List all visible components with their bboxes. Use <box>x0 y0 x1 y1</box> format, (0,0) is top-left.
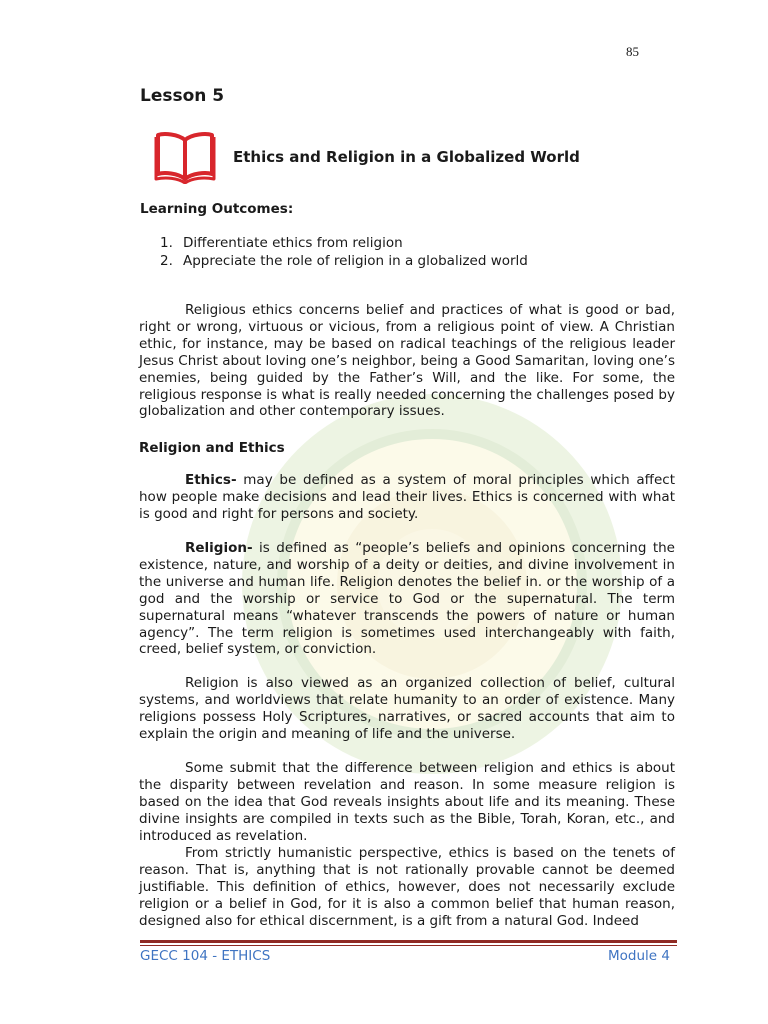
learning-outcomes-label: Learning Outcomes: <box>140 201 294 217</box>
revelation-paragraph: Some submit that the difference between religion and ethics is about the disparity between revelation and reason. In some measure religion is based on the idea that God reveals insights about life and its meaning. These divine insights are compiled in texts such as the Bible, Torah, Koran, etc., and introduced as revelation. <box>139 760 675 844</box>
intro-paragraph: Religious ethics concerns belief and practices of what is good or bad, right or wrong, virtuous or vicious, from a religious point of view. A Christian ethic, for instance, may be based on radical teachings of the religious leader Jesus Christ about loving one’s neighbor, being a Good Samaritan, loving one’s enemies, being guided by the Father’s Will, and the like. For some, the religious response is what is really needed concerning the challenges posed by globalization and other contemporary issues. <box>139 302 675 420</box>
section-title: Ethics and Religion in a Globalized World <box>233 148 580 166</box>
religion-definition <box>139 540 675 658</box>
religion-term: Religion- <box>185 540 253 556</box>
footer-course: GECC 104 - ETHICS <box>140 948 271 964</box>
open-book-icon <box>154 130 216 184</box>
lesson-title: Lesson 5 <box>140 86 225 106</box>
ethics-definition-text: may be defined as a system of moral principles which affect how people make decisions and lead their lives. Ethics is concerned with what is good and right for persons and society. <box>139 472 675 522</box>
religion-definition-text: is defined as “people’s beliefs and opinions concerning the existence, nature, and worship of a deity or deities, and divine involvement in the universe and human life. Religion denotes the belief in. or the worship of a god and the worship or service to God or the supernatural. The term supernatural means “whatever transcends the powers of nature or human agency”. The term religion is sometimes used interchangeably with faith, creed, belief system, or conviction. <box>139 540 675 658</box>
outcome-number: 2. <box>160 253 173 269</box>
outcome-item <box>160 252 528 270</box>
ethics-term: Ethics- <box>185 472 237 488</box>
learning-outcomes-list <box>160 234 528 270</box>
organized-collection-paragraph: Religion is also viewed as an organized collection of belief, cultural systems, and worldviews that relate humanity to an order of existence. Many religions possess Holy Scriptures, narratives, or sacred accounts that aim to explain the origin and meaning of life and the universe. <box>139 675 675 742</box>
footer-module: Module 4 <box>608 948 670 964</box>
outcome-number: 1. <box>160 235 173 251</box>
page-number: 85 <box>626 44 639 59</box>
subheading-religion-and-ethics: Religion and Ethics <box>139 440 285 456</box>
ethics-definition <box>139 472 675 523</box>
humanistic-paragraph: From strictly humanistic perspective, ethics is based on the tenets of reason. That is, anything that is not rationally provable cannot be deemed justifiable. This definition of ethics, however, does not necessarily exclude religion or a belief in God, for it is also a common belief that human reason, designed also for ethical discernment, is a gift from a natural God. Indeed <box>139 845 675 929</box>
outcome-text: Differentiate ethics from religion <box>183 235 403 251</box>
footer-rule <box>140 940 677 943</box>
outcome-item <box>160 234 528 252</box>
footer-rule-thin <box>140 945 677 946</box>
outcome-text: Appreciate the role of religion in a globalized world <box>183 253 528 269</box>
